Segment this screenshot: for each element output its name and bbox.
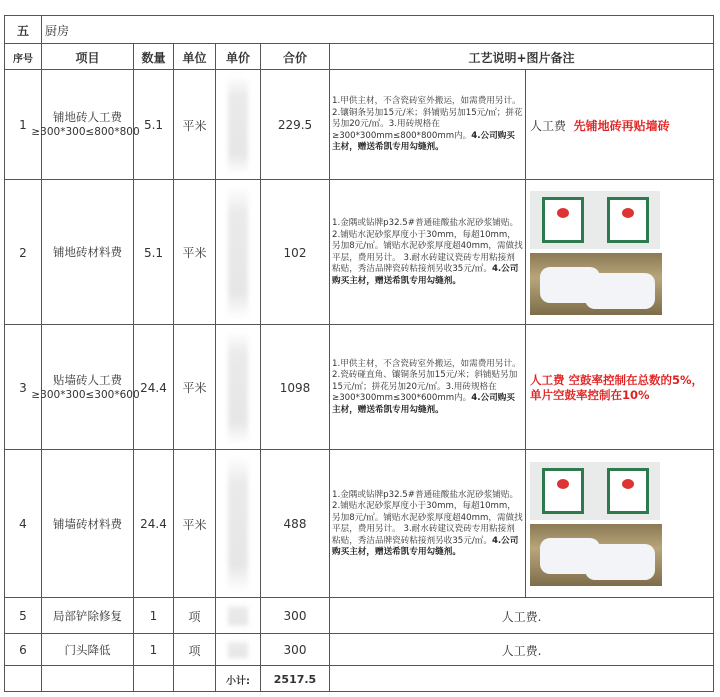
table-row [4,179,714,325]
table-row [4,449,714,598]
redaction-blur [228,456,248,592]
desc-text: 1.甲供主材，不含瓷砖室外搬运，如需费用另计。2.镶铜条另加15元/米；斜铺贴另加15元/㎡；拼花另加20元/㎡。3.用砖规格在≥300*300mm≤800*800mm内。 [332,96,523,141]
note-red: 先铺地砖再贴墙砖 [573,118,670,133]
header-row [4,43,714,70]
section-title: 厨房 [41,16,714,44]
row-note-image [525,450,714,598]
row-item: 铺墙砖材料费 [41,450,133,598]
row-total: 1098 [260,325,329,450]
row-unit: 平米 [173,180,215,325]
row-item [31,325,140,450]
row-seq: 1 [4,70,41,180]
row-desc [329,180,525,325]
row-item: 局部铲除修复 [41,598,133,634]
row-note [525,70,714,180]
row-qty: 5.1 [133,180,173,325]
table-row [4,597,714,634]
row-qty: 24.4 [133,450,173,598]
row-qty: 24.4 [133,325,173,450]
header-item: 项目 [41,44,133,70]
note-red: 人工费 空鼓率控制在总数的5%，单片空鼓率控制在10% [530,372,704,402]
row-price-redacted [215,70,260,180]
header-total: 合价 [260,44,329,70]
row-seq: 4 [4,450,41,598]
empty-cell [173,666,215,692]
row-note [525,325,714,450]
empty-cell [4,666,41,692]
empty-cell [329,666,714,692]
header-unit: 单位 [173,44,215,70]
row-total: 300 [260,598,329,634]
header-price: 单价 [215,44,260,70]
row-seq: 3 [4,325,41,450]
table-bottom-border [4,691,714,692]
row-desc [329,70,525,180]
item-name: 贴墙砖人工费 [53,372,122,387]
desc-bold-text: 4.公司购买主材，赠送希凯专用勾缝剂。 [332,393,515,415]
row-price-redacted [215,634,260,666]
header-desc: 工艺说明+图片备注 [329,44,714,70]
table-row [4,324,714,450]
empty-cell [133,666,173,692]
header-qty: 数量 [133,44,173,70]
redaction-blur [228,604,248,628]
redaction-blur [228,331,248,444]
row-total: 229.5 [260,70,329,180]
row-unit: 项 [173,598,215,634]
item-spec: ≥300*300≤300*600 [31,388,140,401]
row-unit: 项 [173,634,215,666]
note-plain: 人工费 [530,118,567,133]
row-price-redacted [215,450,260,598]
header-seq: 序号 [4,44,41,70]
empty-cell [41,666,133,692]
item-spec: ≥300*300≤800*800 [31,126,140,138]
row-desc [329,450,525,598]
row-price-redacted [215,598,260,634]
redaction-blur [228,640,248,660]
row-qty: 1 [133,634,173,666]
desc-text: 1.金隅或钻牌p32.5#普通硅酸盐水泥砂浆铺贴。2.铺贴水泥砂浆厚度小于30mm，每超10mm，另加8元/㎡。铺贴水泥砂浆厚度超40mm，需做找平层，费用另计。 3.耐水砖建议瓷砖专用粘接剂粘贴，秀洁品牌瓷砖粘接剂另收35元/㎡。 [332,489,523,546]
desc-text: 1.甲供主材，不含瓷砖室外搬运，如需费用另计。2.瓷砖碰直角、镶铜条另加15元/米；斜铺贴另加15元/㎡；拼花另加20元/㎡。3.用砖规格在≥300*300mm≤300*600mm内。 [332,358,521,404]
redaction-blur [228,186,248,319]
row-price-redacted [215,180,260,325]
row-item [31,70,140,180]
row-unit: 平米 [173,70,215,180]
row-total: 102 [260,180,329,325]
row-unit: 平米 [173,325,215,450]
row-price-redacted [215,325,260,450]
row-seq: 2 [4,180,41,325]
table-row [4,69,714,180]
subtotal-value: 2517.5 [260,666,329,692]
row-qty: 1 [133,598,173,634]
desc-bold-text: 4.公司购买主材，赠送希凯专用勾缝剂。 [332,264,519,286]
row-seq: 5 [4,598,41,634]
row-qty: 5.1 [133,70,173,180]
row-total: 488 [260,450,329,598]
row-unit: 平米 [173,450,215,598]
redaction-blur [228,76,248,174]
row-seq: 6 [4,634,41,666]
row-total: 300 [260,634,329,666]
desc-bold-text: 4.公司购买主材，赠送希凯专用勾缝剂。 [332,130,515,153]
cement-bags-photo [526,462,662,586]
table-row [4,633,714,666]
row-item: 门头降低 [41,634,133,666]
subtotal-label: 小计: [215,666,260,692]
section-number: 五 [4,16,41,44]
row-note: 人工费. [329,634,714,666]
cement-bags-photo [526,191,662,315]
desc-text: 1.金隅或钻牌p32.5#普通硅酸盐水泥砂浆铺贴。2.铺贴水泥砂浆厚度小于30mm，每超10mm，另加8元/㎡。铺贴水泥砂浆厚度超40mm，需做找平层，费用另计。 3.耐水砖建议瓷砖专用粘接剂粘贴，秀洁品牌瓷砖粘接剂另收35元/㎡。 [332,218,523,274]
row-note-image [525,180,714,325]
desc-bold-text: 4.公司购买主材，赠送希凯专用勾缝剂。 [332,535,519,557]
item-name: 铺地砖人工费 [53,110,122,124]
subtotal-row [4,665,714,692]
row-item: 铺地砖材料费 [41,180,133,325]
row-desc [329,325,525,450]
row-note: 人工费. [329,598,714,634]
section-row [4,15,714,44]
